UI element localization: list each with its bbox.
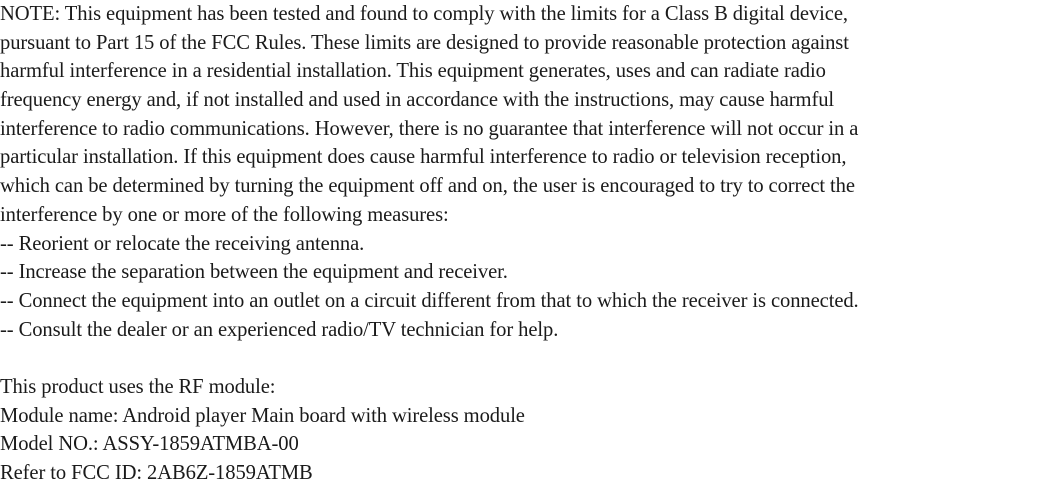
measure-item: -- Reorient or relocate the receiving antenna. (0, 232, 365, 255)
measures-list (0, 230, 1055, 345)
rf-module-section (0, 373, 1055, 488)
notice-line: NOTE: This equipment has been tested and found to comply with the limits for a Class B digital device, (0, 3, 848, 25)
notice-line: interference to radio communications. However, there is no guarantee that interference will not occur in a (0, 117, 859, 140)
fcc-notice-paragraph (0, 0, 1055, 230)
rf-module-intro: This product uses the RF module: (0, 375, 276, 398)
paragraph-gap (0, 344, 1055, 373)
notice-line: pursuant to Part 15 of the FCC Rules. These limits are designed to provide reasonable protection against (0, 31, 849, 54)
measure-item: -- Increase the separation between the equipment and receiver. (0, 261, 508, 284)
notice-line: which can be determined by turning the equipment off and on, the user is encouraged to try to correct the (0, 175, 855, 198)
measure-item: -- Consult the dealer or an experienced radio/TV technician for help. (0, 318, 559, 341)
notice-line: frequency energy and, if not installed and used in accordance with the instructions, may cause harmful (0, 89, 835, 112)
notice-line: harmful interference in a residential installation. This equipment generates, uses and can radiate radio (0, 60, 826, 83)
notice-line: interference by one or more of the following measures: (0, 203, 449, 226)
model-number: Model NO.: ASSY-1859ATMBA-00 (0, 433, 299, 456)
module-name: Module name: Android player Main board with wireless module (0, 404, 525, 427)
notice-line: particular installation. If this equipment does cause harmful interference to radio or television reception, (0, 146, 847, 169)
fcc-id: Refer to FCC ID: 2AB6Z-1859ATMB (0, 462, 313, 484)
measure-item: -- Connect the equipment into an outlet on a circuit different from that to which the receiver is connected. (0, 289, 859, 312)
